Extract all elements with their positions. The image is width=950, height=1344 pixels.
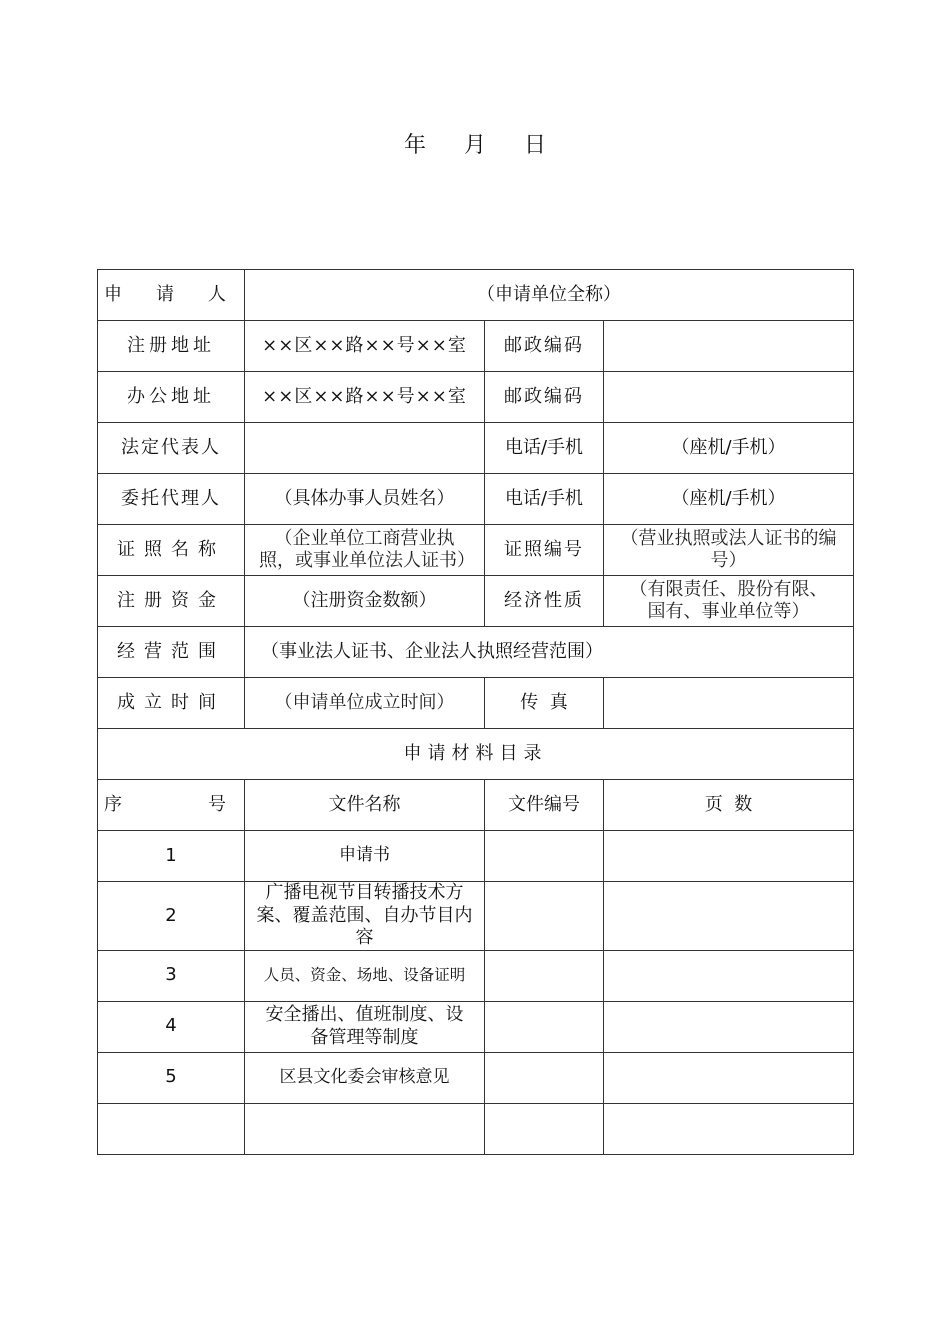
postcode-value-2[interactable] [604, 372, 854, 423]
license-no-value[interactable]: （营业执照或法人证书的编号） [604, 525, 854, 576]
row-index: 5 [98, 1052, 245, 1103]
legal-rep-label: 法定代表人 [98, 423, 245, 474]
phone-value-1[interactable]: （座机/手机） [604, 423, 854, 474]
col-header-file-name: 文件名称 [245, 780, 485, 831]
postcode-label-1: 邮政编码 [485, 321, 604, 372]
row-index: 2 [98, 882, 245, 951]
materials-header-row [98, 780, 854, 831]
agent-label: 委托代理人 [98, 474, 245, 525]
date-line [0, 128, 950, 159]
phone-label-2: 电话/手机 [485, 474, 604, 525]
phone-value-2[interactable]: （座机/手机） [604, 474, 854, 525]
row-index: 3 [98, 950, 245, 1001]
row-reg-address [98, 321, 854, 372]
row-file-no[interactable] [485, 1001, 604, 1052]
founded-label: 成立时间 [98, 678, 245, 729]
row-pages[interactable] [604, 1052, 854, 1103]
col-header-file-no: 文件编号 [485, 780, 604, 831]
table-row [98, 1001, 854, 1052]
index-header-char: 号 [208, 793, 230, 815]
nature-value[interactable]: （有限责任、股份有限、国有、事业单位等） [604, 576, 854, 627]
nature-label: 经济性质 [485, 576, 604, 627]
row-founded [98, 678, 854, 729]
row-file-no[interactable] [485, 1052, 604, 1103]
row-file-name[interactable] [245, 1103, 485, 1154]
row-file-name[interactable]: 安全播出、值班制度、设备管理等制度 [245, 1001, 485, 1052]
row-file-name[interactable]: 人员、资金、场地、设备证明 [245, 950, 485, 1001]
row-file-name[interactable]: 区县文化委会审核意见 [245, 1052, 485, 1103]
materials-title: 申请材料目录 [98, 729, 854, 780]
applicant-label-char: 人 [208, 283, 230, 305]
table-row [98, 950, 854, 1001]
applicant-label [98, 270, 245, 321]
index-header-char: 序 [104, 793, 126, 815]
founded-value[interactable]: （申请单位成立时间） [245, 678, 485, 729]
table-row [98, 882, 854, 951]
row-license [98, 525, 854, 576]
date-day: 日 [524, 133, 547, 158]
row-file-no[interactable] [485, 950, 604, 1001]
table-row [98, 1052, 854, 1103]
capital-label: 注册资金 [98, 576, 245, 627]
application-form-table [97, 269, 854, 1155]
date-year: 年 [403, 133, 426, 158]
row-pages[interactable] [604, 1103, 854, 1154]
fax-value[interactable] [604, 678, 854, 729]
row-index [98, 1103, 245, 1154]
applicant-value[interactable]: （申请单位全称） [245, 270, 854, 321]
row-capital [98, 576, 854, 627]
row-materials-title [98, 729, 854, 780]
row-file-name[interactable]: 申请书 [245, 831, 485, 882]
scope-label: 经营范围 [98, 627, 245, 678]
applicant-label-char: 申 [104, 283, 126, 305]
row-pages[interactable] [604, 882, 854, 951]
row-pages[interactable] [604, 950, 854, 1001]
postcode-label-2: 邮政编码 [485, 372, 604, 423]
agent-value[interactable]: （具体办事人员姓名） [245, 474, 485, 525]
license-name-label: 证照名称 [98, 525, 245, 576]
capital-value[interactable]: （注册资金数额） [245, 576, 485, 627]
row-file-no[interactable] [485, 831, 604, 882]
row-file-no[interactable] [485, 882, 604, 951]
col-header-pages: 页 数 [604, 780, 854, 831]
license-name-value[interactable]: （企业单位工商营业执照，或事业单位法人证书） [245, 525, 485, 576]
row-index: 1 [98, 831, 245, 882]
row-index: 4 [98, 1001, 245, 1052]
applicant-label-char: 请 [156, 283, 178, 305]
row-file-name[interactable]: 广播电视节目转播技术方案、覆盖范围、自办节目内容 [245, 882, 485, 951]
reg-address-label: 注册地址 [98, 321, 245, 372]
legal-rep-value[interactable] [245, 423, 485, 474]
col-header-index [98, 780, 245, 831]
table-row [98, 831, 854, 882]
row-applicant [98, 270, 854, 321]
reg-address-value[interactable]: ××区××路××号××室 [245, 321, 485, 372]
row-pages[interactable] [604, 1001, 854, 1052]
date-month: 月 [463, 133, 486, 158]
row-pages[interactable] [604, 831, 854, 882]
office-address-label: 办公地址 [98, 372, 245, 423]
row-scope [98, 627, 854, 678]
fax-label: 传 真 [485, 678, 604, 729]
license-no-label: 证照编号 [485, 525, 604, 576]
row-office-address [98, 372, 854, 423]
row-file-no[interactable] [485, 1103, 604, 1154]
office-address-value[interactable]: ××区××路××号××室 [245, 372, 485, 423]
scope-value[interactable]: （事业法人证书、企业法人执照经营范围） [245, 627, 854, 678]
row-legal-rep [98, 423, 854, 474]
phone-label-1: 电话/手机 [485, 423, 604, 474]
row-agent [98, 474, 854, 525]
postcode-value-1[interactable] [604, 321, 854, 372]
table-row [98, 1103, 854, 1154]
